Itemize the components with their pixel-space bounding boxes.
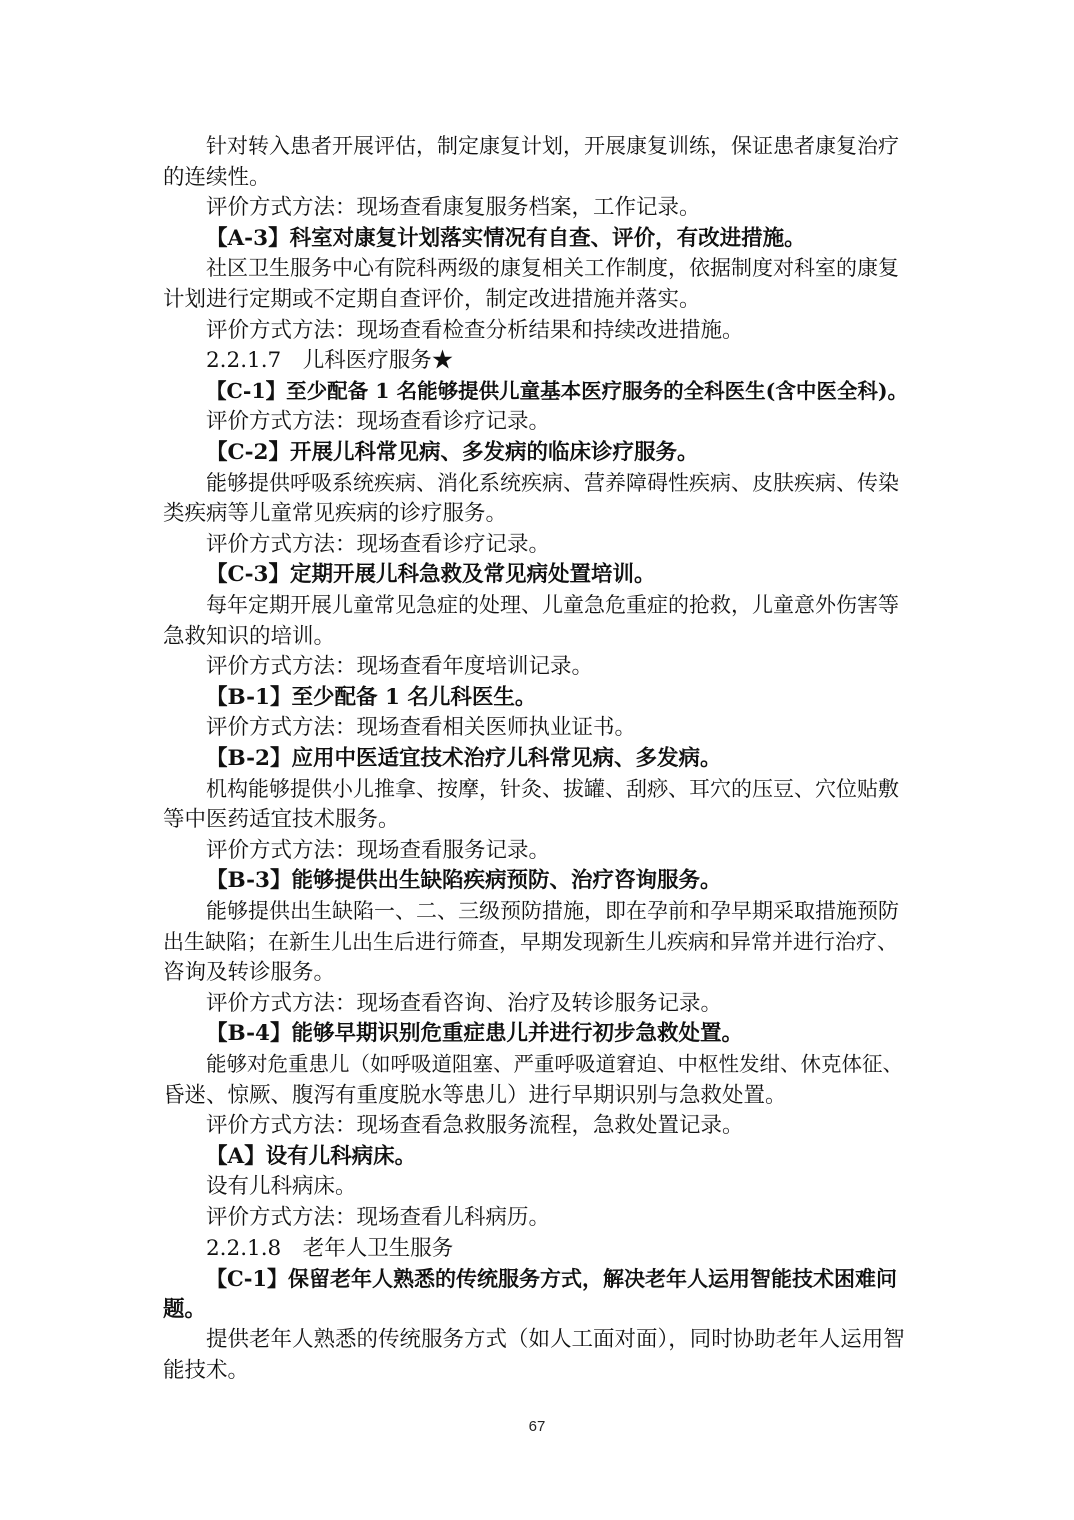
criterion-heading: 【C-1】至少配备 1 名能够提供儿童基本医疗服务的全科医生(含中医全科)。 — [206, 378, 909, 403]
body-text-line: 能够对危重患儿（如呼吸道阻塞、严重呼吸道窘迫、中枢性发绀、休克体征、 — [206, 1052, 903, 1076]
body-text-line: 评价方式方法：现场查看康复服务档案，工作记录。 — [206, 195, 701, 221]
body-text-line: 提供老年人熟悉的传统服务方式（如人工面对面），同时协助老年人运用智 — [206, 1327, 905, 1353]
body-text-line: 评价方式方法：现场查看儿科病历。 — [206, 1205, 551, 1230]
body-text-line: 能够提供出生缺陷一、二、三级预防措施，即在孕前和孕早期采取措施预防 — [206, 899, 899, 923]
body-text-line: 能技术。 — [163, 1358, 250, 1383]
body-text-line: 评价方式方法：现场查看服务记录。 — [206, 837, 551, 863]
body-text-line: 昏迷、惊厥、腹泻有重度脱水等患儿）进行早期识别与急救处置。 — [163, 1082, 787, 1108]
criterion-heading: 【C-1】保留老年人熟悉的传统服务方式，解决老年人运用智能技术困难问 — [206, 1266, 898, 1292]
criterion-heading: 【B-1】至少配备 1 名儿科医生。 — [206, 684, 537, 710]
body-text-line: 急救知识的培训。 — [163, 623, 336, 649]
body-text-line: 评价方式方法：现场查看诊疗记录。 — [206, 409, 551, 435]
criterion-heading: 题。 — [163, 1296, 207, 1322]
body-text-line: 的连续性。 — [163, 164, 271, 190]
criterion-heading: 【B-4】能够早期识别危重症患儿并进行初步急救处置。 — [206, 1021, 743, 1047]
body-text-line: 出生缺陷；在新生儿出生后进行筛查，早期发现新生儿疾病和异常并进行治疗、 — [163, 929, 898, 954]
body-text-line: 设有儿科病床。 — [206, 1174, 357, 1200]
criterion-heading: 【B-2】应用中医适宜技术治疗儿科常见病、多发病。 — [206, 746, 722, 771]
body-text-line: 评价方式方法：现场查看年度培训记录。 — [206, 654, 594, 680]
body-text-line: 机构能够提供小儿推拿、按摩，针灸、拔罐、刮痧、耳穴的压豆、穴位贴敷 — [206, 776, 899, 801]
criterion-heading: 【C-3】定期开展儿科急救及常见病处置培训。 — [206, 562, 656, 588]
body-text-line: 评价方式方法：现场查看相关医师执业证书。 — [206, 715, 637, 741]
body-text-line: 咨询及转诊服务。 — [163, 960, 336, 986]
criterion-heading: 【B-3】能够提供出生缺陷疾病预防、治疗咨询服务。 — [206, 868, 722, 894]
body-text-line: 评价方式方法：现场查看急救服务流程，急救处置记录。 — [206, 1113, 744, 1139]
body-text-line: 2.2.1.7 儿科医疗服务★ — [206, 348, 454, 374]
body-text-line: 每年定期开展儿童常见急症的处理、儿童急危重症的抢救，儿童意外伤害等 — [206, 593, 899, 617]
body-text-line: 评价方式方法：现场查看诊疗记录。 — [206, 531, 551, 557]
body-text-line: 计划进行定期或不定期自查评价，制定改进措施并落实。 — [163, 287, 701, 312]
body-text-line: 评价方式方法：现场查看检查分析结果和持续改进措施。 — [206, 317, 744, 343]
page-number: 67 — [528, 1418, 546, 1435]
criterion-heading: 【C-2】开展儿科常见病、多发病的临床诊疗服务。 — [206, 440, 699, 465]
body-text-line: 2.2.1.8 老年人卫生服务 — [206, 1235, 454, 1261]
body-text-line: 等中医药适宜技术服务。 — [163, 807, 400, 833]
criterion-heading: 【A-3】科室对康复计划落实情况有自查、评价，有改进措施。 — [206, 225, 806, 251]
body-text-line: 类疾病等儿童常见疾病的诊疗服务。 — [163, 501, 508, 527]
body-text-line: 针对转入患者开展评估，制定康复计划，开展康复训练，保证患者康复治疗 — [206, 134, 899, 158]
body-text-line: 社区卫生服务中心有院科两级的康复相关工作制度，依据制度对科室的康复 — [206, 256, 899, 281]
body-text-line: 能够提供呼吸系统疾病、消化系统疾病、营养障碍性疾病、皮肤疾病、传染 — [206, 470, 899, 495]
body-text-line: 评价方式方法：现场查看咨询、治疗及转诊服务记录。 — [206, 990, 723, 1016]
criterion-heading: 【A】设有儿科病床。 — [206, 1143, 417, 1169]
